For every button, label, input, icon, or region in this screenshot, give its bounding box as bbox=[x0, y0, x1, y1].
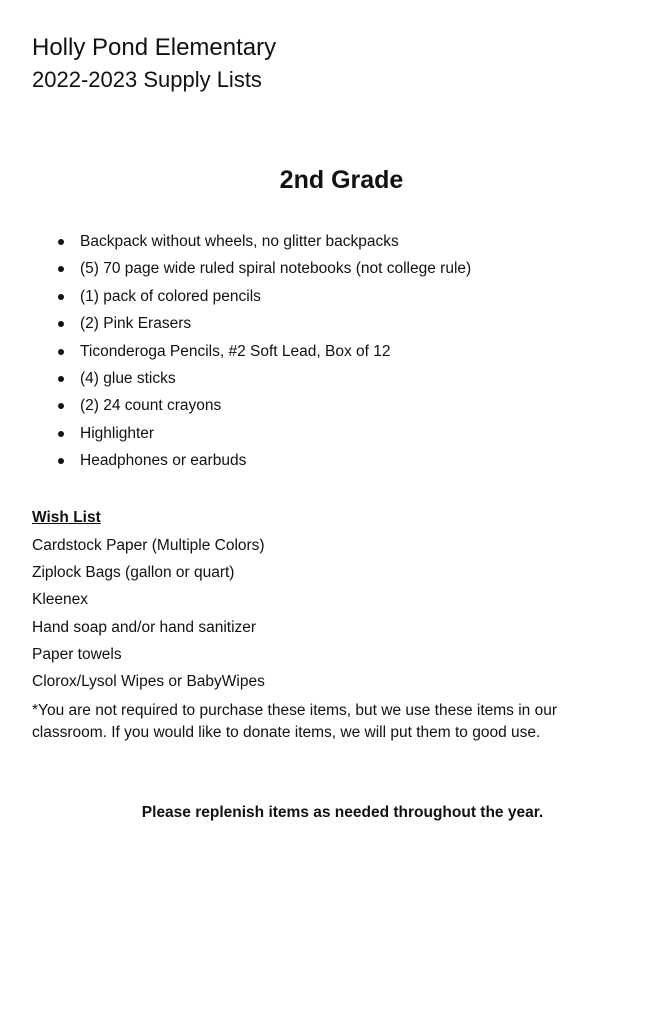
list-item bbox=[32, 232, 471, 252]
grade-heading: 2nd Grade bbox=[279, 166, 404, 194]
wish-list bbox=[32, 536, 265, 700]
supply-item-label: (5) 70 page wide ruled spiral notebooks (not college rule) bbox=[80, 260, 472, 278]
wish-note-line: classroom. If you would like to donate items, we will put them to good use. bbox=[32, 723, 541, 741]
bullet-icon bbox=[58, 376, 64, 382]
list-item bbox=[32, 342, 471, 362]
supply-item-label: (2) Pink Erasers bbox=[80, 315, 192, 333]
wish-list-item: Clorox/Lysol Wipes or BabyWipes bbox=[32, 673, 265, 691]
bullet-icon bbox=[58, 266, 64, 272]
wish-list-item: Cardstock Paper (Multiple Colors) bbox=[32, 536, 265, 554]
supply-item-label: Backpack without wheels, no glitter backpacks bbox=[80, 233, 399, 250]
supply-item-label: (2) 24 count crayons bbox=[80, 397, 222, 415]
wish-list-item: Kleenex bbox=[32, 591, 89, 609]
year-title: 2022-2023 Supply Lists bbox=[32, 67, 262, 92]
wish-list-heading: Wish List bbox=[32, 509, 101, 526]
bullet-icon bbox=[58, 294, 64, 300]
supply-item-label: Headphones or earbuds bbox=[80, 452, 247, 470]
bullet-icon bbox=[58, 431, 64, 437]
bullet-icon bbox=[58, 403, 64, 409]
list-item bbox=[32, 396, 471, 416]
supply-item-label: Ticonderoga Pencils, #2 Soft Lead, Box of 12 bbox=[80, 342, 391, 360]
supply-list bbox=[32, 232, 471, 479]
bullet-icon bbox=[58, 321, 64, 327]
bullet-icon bbox=[58, 349, 64, 355]
supply-item-label: (1) pack of colored pencils bbox=[80, 287, 261, 305]
bullet-icon bbox=[58, 458, 64, 464]
wish-list-item: Ziplock Bags (gallon or quart) bbox=[32, 563, 235, 581]
list-item bbox=[32, 259, 471, 279]
wish-note-line: *You are not required to purchase these items, but we use these items in our bbox=[32, 702, 558, 719]
list-item bbox=[32, 369, 471, 389]
list-item bbox=[32, 287, 471, 307]
supply-item-label: Highlighter bbox=[80, 424, 155, 442]
wish-list-note bbox=[32, 700, 632, 743]
list-item bbox=[32, 451, 471, 471]
replenish-note: Please replenish items as needed throughout the year. bbox=[141, 804, 544, 821]
school-name: Holly Pond Elementary bbox=[32, 34, 277, 61]
wish-list-item: Hand soap and/or hand sanitizer bbox=[32, 618, 257, 636]
wish-list-item: Paper towels bbox=[32, 646, 122, 664]
supply-item-label: (4) glue sticks bbox=[80, 369, 176, 387]
list-item bbox=[32, 424, 471, 444]
list-item bbox=[32, 314, 471, 334]
bullet-icon bbox=[58, 239, 64, 245]
